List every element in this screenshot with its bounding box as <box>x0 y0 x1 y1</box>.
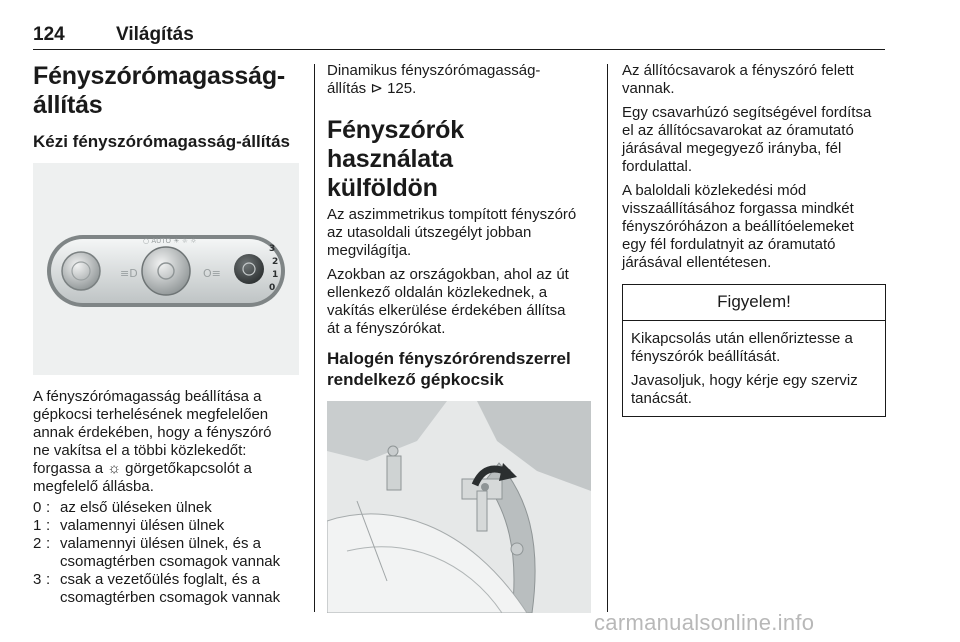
dial-label-3: 3 <box>269 244 276 254</box>
switch-panel-illustration <box>33 163 299 375</box>
paragraph: Azokban az országokban, ahol az út ellenkező oldalán közlekednek, a vakítás elkerülése érdekében állítsa át a fényszórókat. <box>327 266 569 337</box>
section-title: Fényszórók használata külföldön <box>327 116 464 202</box>
headlamp-illustration <box>327 401 591 613</box>
right-column <box>622 62 886 417</box>
page-number: 124 <box>33 24 65 45</box>
warning-body <box>623 321 885 416</box>
dial-label-1: 1 <box>272 270 279 280</box>
subsection-title: Halogén fényszórórendszerrel rendelkező gépkocsik <box>327 349 571 389</box>
chapter-title: Világítás <box>116 24 194 45</box>
left-column <box>33 62 301 607</box>
warning-title: Figyelem! <box>623 285 885 321</box>
svg-text:O≡: O≡ <box>203 267 221 280</box>
load-setting-list <box>33 499 301 607</box>
paragraph: Az állítócsavarok a fényszóró felett vannak. <box>622 62 854 97</box>
list-item: 3 : csak a vezetőülés foglalt, és a csomagtérben csomagok vannak <box>33 571 281 606</box>
watermark-text: carmanualsonline.info <box>594 610 815 635</box>
column-divider-left <box>314 64 315 612</box>
dial-label-2: 2 <box>272 257 279 267</box>
warning-paragraph: Kikapcsolás után ellenőriztesse a fényszórók beállítását. <box>631 330 853 365</box>
warning-paragraph: Javasoljuk, hogy kérje egy szerviz tanácsát. <box>631 372 858 407</box>
dial-label-0: 0 <box>269 283 276 293</box>
paragraph: Egy csavarhúzó segítségével fordítsa el az állítócsavarokat az óramutató járásával megegyező irányba, fél fordulattal. <box>622 104 872 175</box>
list-item: 0 : az első üléseken ülnek <box>33 499 212 516</box>
cross-reference: Dinamikus fényszórómagasság- állítás ⊳ 125. <box>327 62 541 97</box>
section-title: Fényszórómagasság-állítás <box>33 62 286 119</box>
list-item: 1 : valamennyi ülésen ülnek <box>33 517 225 534</box>
paragraph: A baloldali közlekedési mód visszaállításához forgassa mindkét fényszóróházon a beállítóelemeket egy fél fordulatnyit az óramutató járásával ellentétesen. <box>622 182 854 271</box>
middle-column <box>327 62 594 613</box>
warning-box <box>622 284 886 417</box>
header-rule <box>33 49 885 50</box>
column-divider-right <box>607 64 608 612</box>
paragraph: Az aszimmetrikus tompított fényszóró az utasoldali útszegélyt jobban megvilágítja. <box>327 206 577 259</box>
subsection-title: Kézi fényszórómagasság-állítás <box>33 132 290 151</box>
svg-text:≡D: ≡D <box>120 267 138 280</box>
svg-text:○ AUTO ☀ ☼ ☼: ○ AUTO ☀ ☼ ☼ <box>143 237 197 245</box>
page-header <box>33 20 885 52</box>
intro-paragraph: A fényszórómagasság beállítása a gépkocsi terhelésének megfelelően annak érdekében, hogy a fényszóró ne vakítsa el a többi közlekedőt: forgassa a ☼ görgetőkapcsolót a megfelelő állásba. <box>33 388 272 495</box>
list-item: 2 : valamennyi ülésen ülnek, és a csomagtérben csomagok vannak <box>33 535 281 570</box>
